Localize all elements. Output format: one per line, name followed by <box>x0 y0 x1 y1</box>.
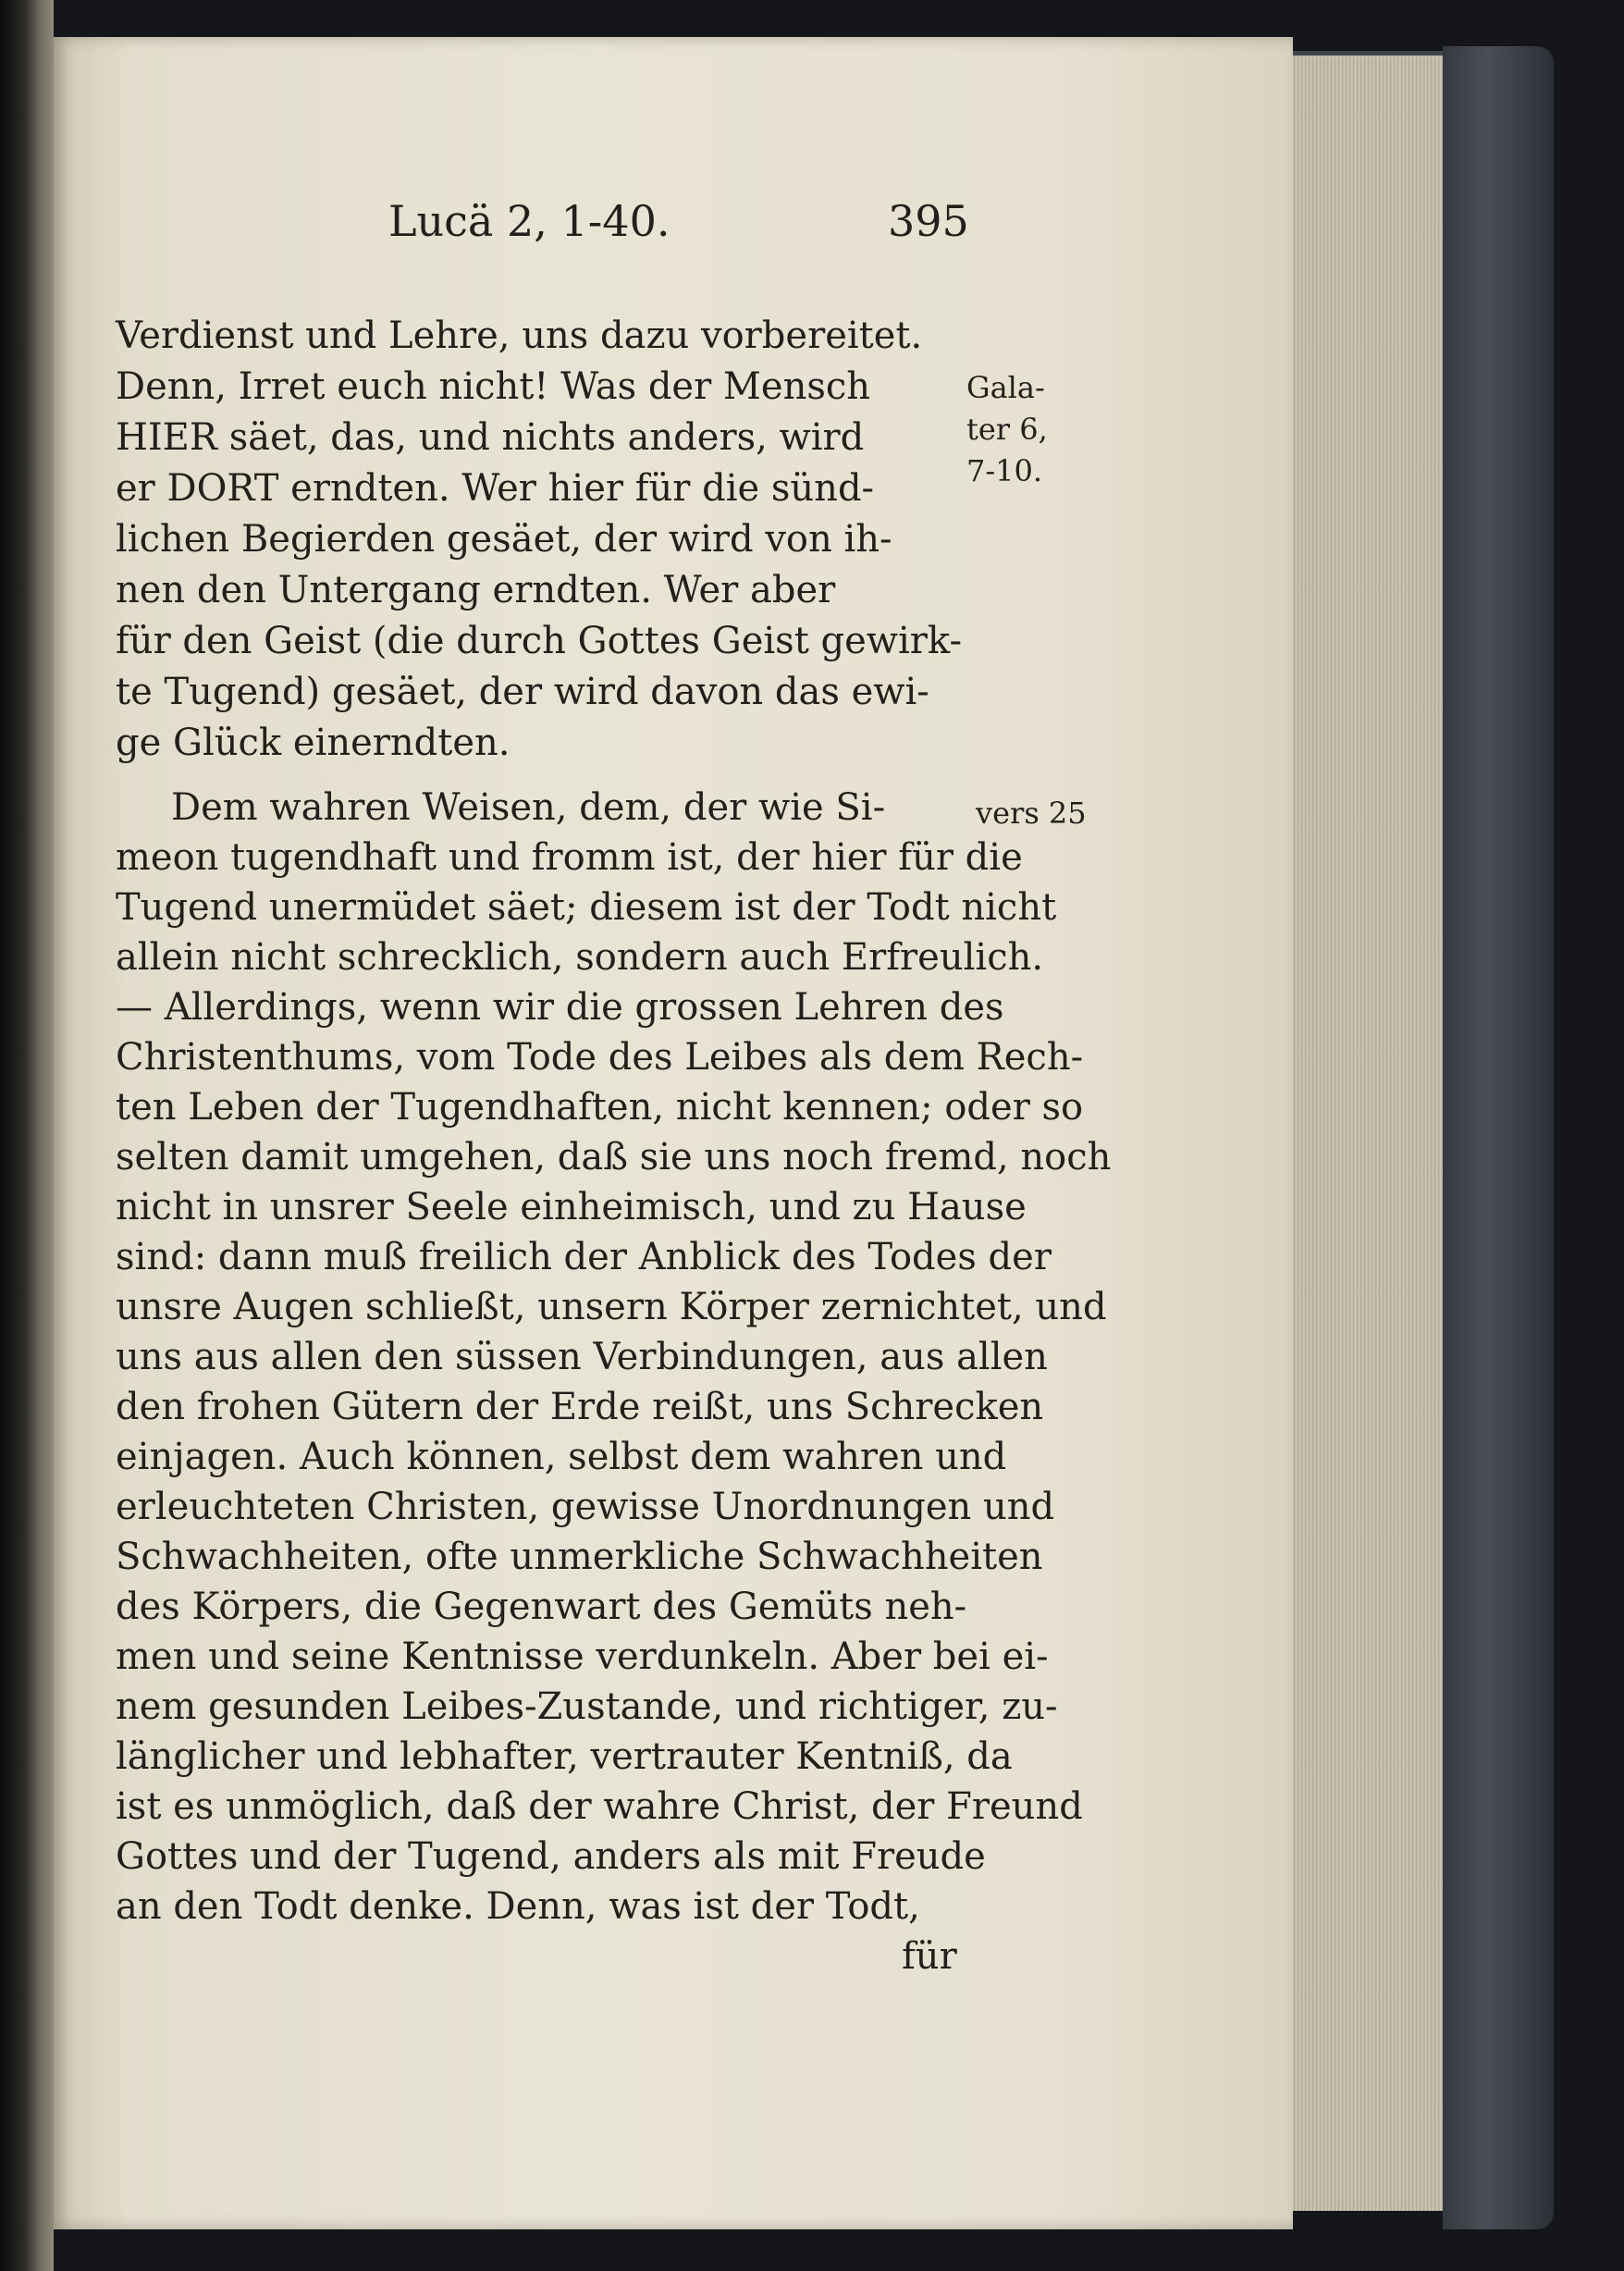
text-line: — Allerdings, wenn wir die grossen Lehren des <box>116 986 1004 1029</box>
text-line: den frohen Gütern der Erde reißt, uns Schrecken <box>116 1386 1044 1428</box>
text-line: ist es unmöglich, daß der wahre Christ, der Freund <box>116 1785 1083 1828</box>
margin-note: ter 6, <box>966 412 1048 447</box>
left-page-edge <box>0 0 54 2271</box>
text-line: Denn, Irret euch nicht! Was der Mensch <box>116 365 871 408</box>
text-line: ge Glück einerndten. <box>116 722 511 764</box>
text-line: nen den Untergang erndten. Wer aber <box>116 569 836 611</box>
text-line: Christenthums, vom Tode des Leibes als dem Rech- <box>116 1036 1084 1079</box>
text-line: Tugend unermüdet säet; diesem ist der Todt nicht <box>116 886 1057 929</box>
page-edges <box>1284 56 1469 2211</box>
text-line: Dem wahren Weisen, dem, der wie Si- <box>171 786 886 829</box>
text-line: er DORT erndten. Wer hier für die sünd- <box>116 467 875 510</box>
margin-note: Gala- <box>966 370 1045 405</box>
text-line: länglicher und lebhafter, vertrauter Kentniß, da <box>116 1735 1013 1778</box>
margin-note: 7-10. <box>966 453 1043 488</box>
text-line: uns aus allen den süssen Verbindungen, aus allen <box>116 1336 1048 1378</box>
text-line: für den Geist (die durch Gottes Geist gewirk- <box>116 620 962 662</box>
text-line: lichen Begierden gesäet, der wird von ih- <box>116 518 892 561</box>
text-line: unsre Augen schließt, unsern Körper zernichtet, und <box>116 1286 1107 1328</box>
text-line: nicht in unsrer Seele einheimisch, und zu Hause <box>116 1186 1027 1228</box>
text-line: Gottes und der Tugend, anders als mit Freude <box>116 1835 986 1878</box>
text-line: te Tugend) gesäet, der wird davon das ewi- <box>116 671 929 713</box>
text-line: meon tugendhaft und fromm ist, der hier für die <box>116 836 1023 879</box>
text-line: erleuchteten Christen, gewisse Unordnungen und <box>116 1486 1055 1528</box>
catchword: für <box>902 1935 957 1978</box>
text-line: sind: dann muß freilich der Anblick des Todes der <box>116 1236 1052 1278</box>
text-line: Verdienst und Lehre, uns dazu vorbereitet. <box>116 315 923 357</box>
text-line: des Körpers, die Gegenwart des Gemüts neh- <box>116 1586 967 1628</box>
text-line: selten damit umgehen, daß sie uns noch fremd, noch <box>116 1136 1112 1179</box>
book-cover <box>1443 46 1554 2229</box>
text-line: einjagen. Auch können, selbst dem wahren und <box>116 1436 1007 1478</box>
text-line: ten Leben der Tugendhaften, nicht kennen; oder so <box>116 1086 1084 1129</box>
page-number: 395 <box>888 196 969 246</box>
text-line: allein nicht schrecklich, sondern auch Erfreulich. <box>116 936 1044 979</box>
text-line: an den Todt denke. Denn, was ist der Todt, <box>116 1885 920 1928</box>
margin-note: vers 25 <box>976 796 1087 831</box>
text-line: HIER säet, das, und nichts anders, wird <box>116 416 865 459</box>
running-header: Lucä 2, 1-40. <box>388 196 671 246</box>
text-line: men und seine Kentnisse verdunkeln. Aber bei ei- <box>116 1635 1049 1678</box>
text-line: Schwachheiten, ofte unmerkliche Schwachheiten <box>116 1536 1043 1578</box>
text-line: nem gesunden Leibes-Zustande, und richtiger, zu- <box>116 1685 1058 1728</box>
